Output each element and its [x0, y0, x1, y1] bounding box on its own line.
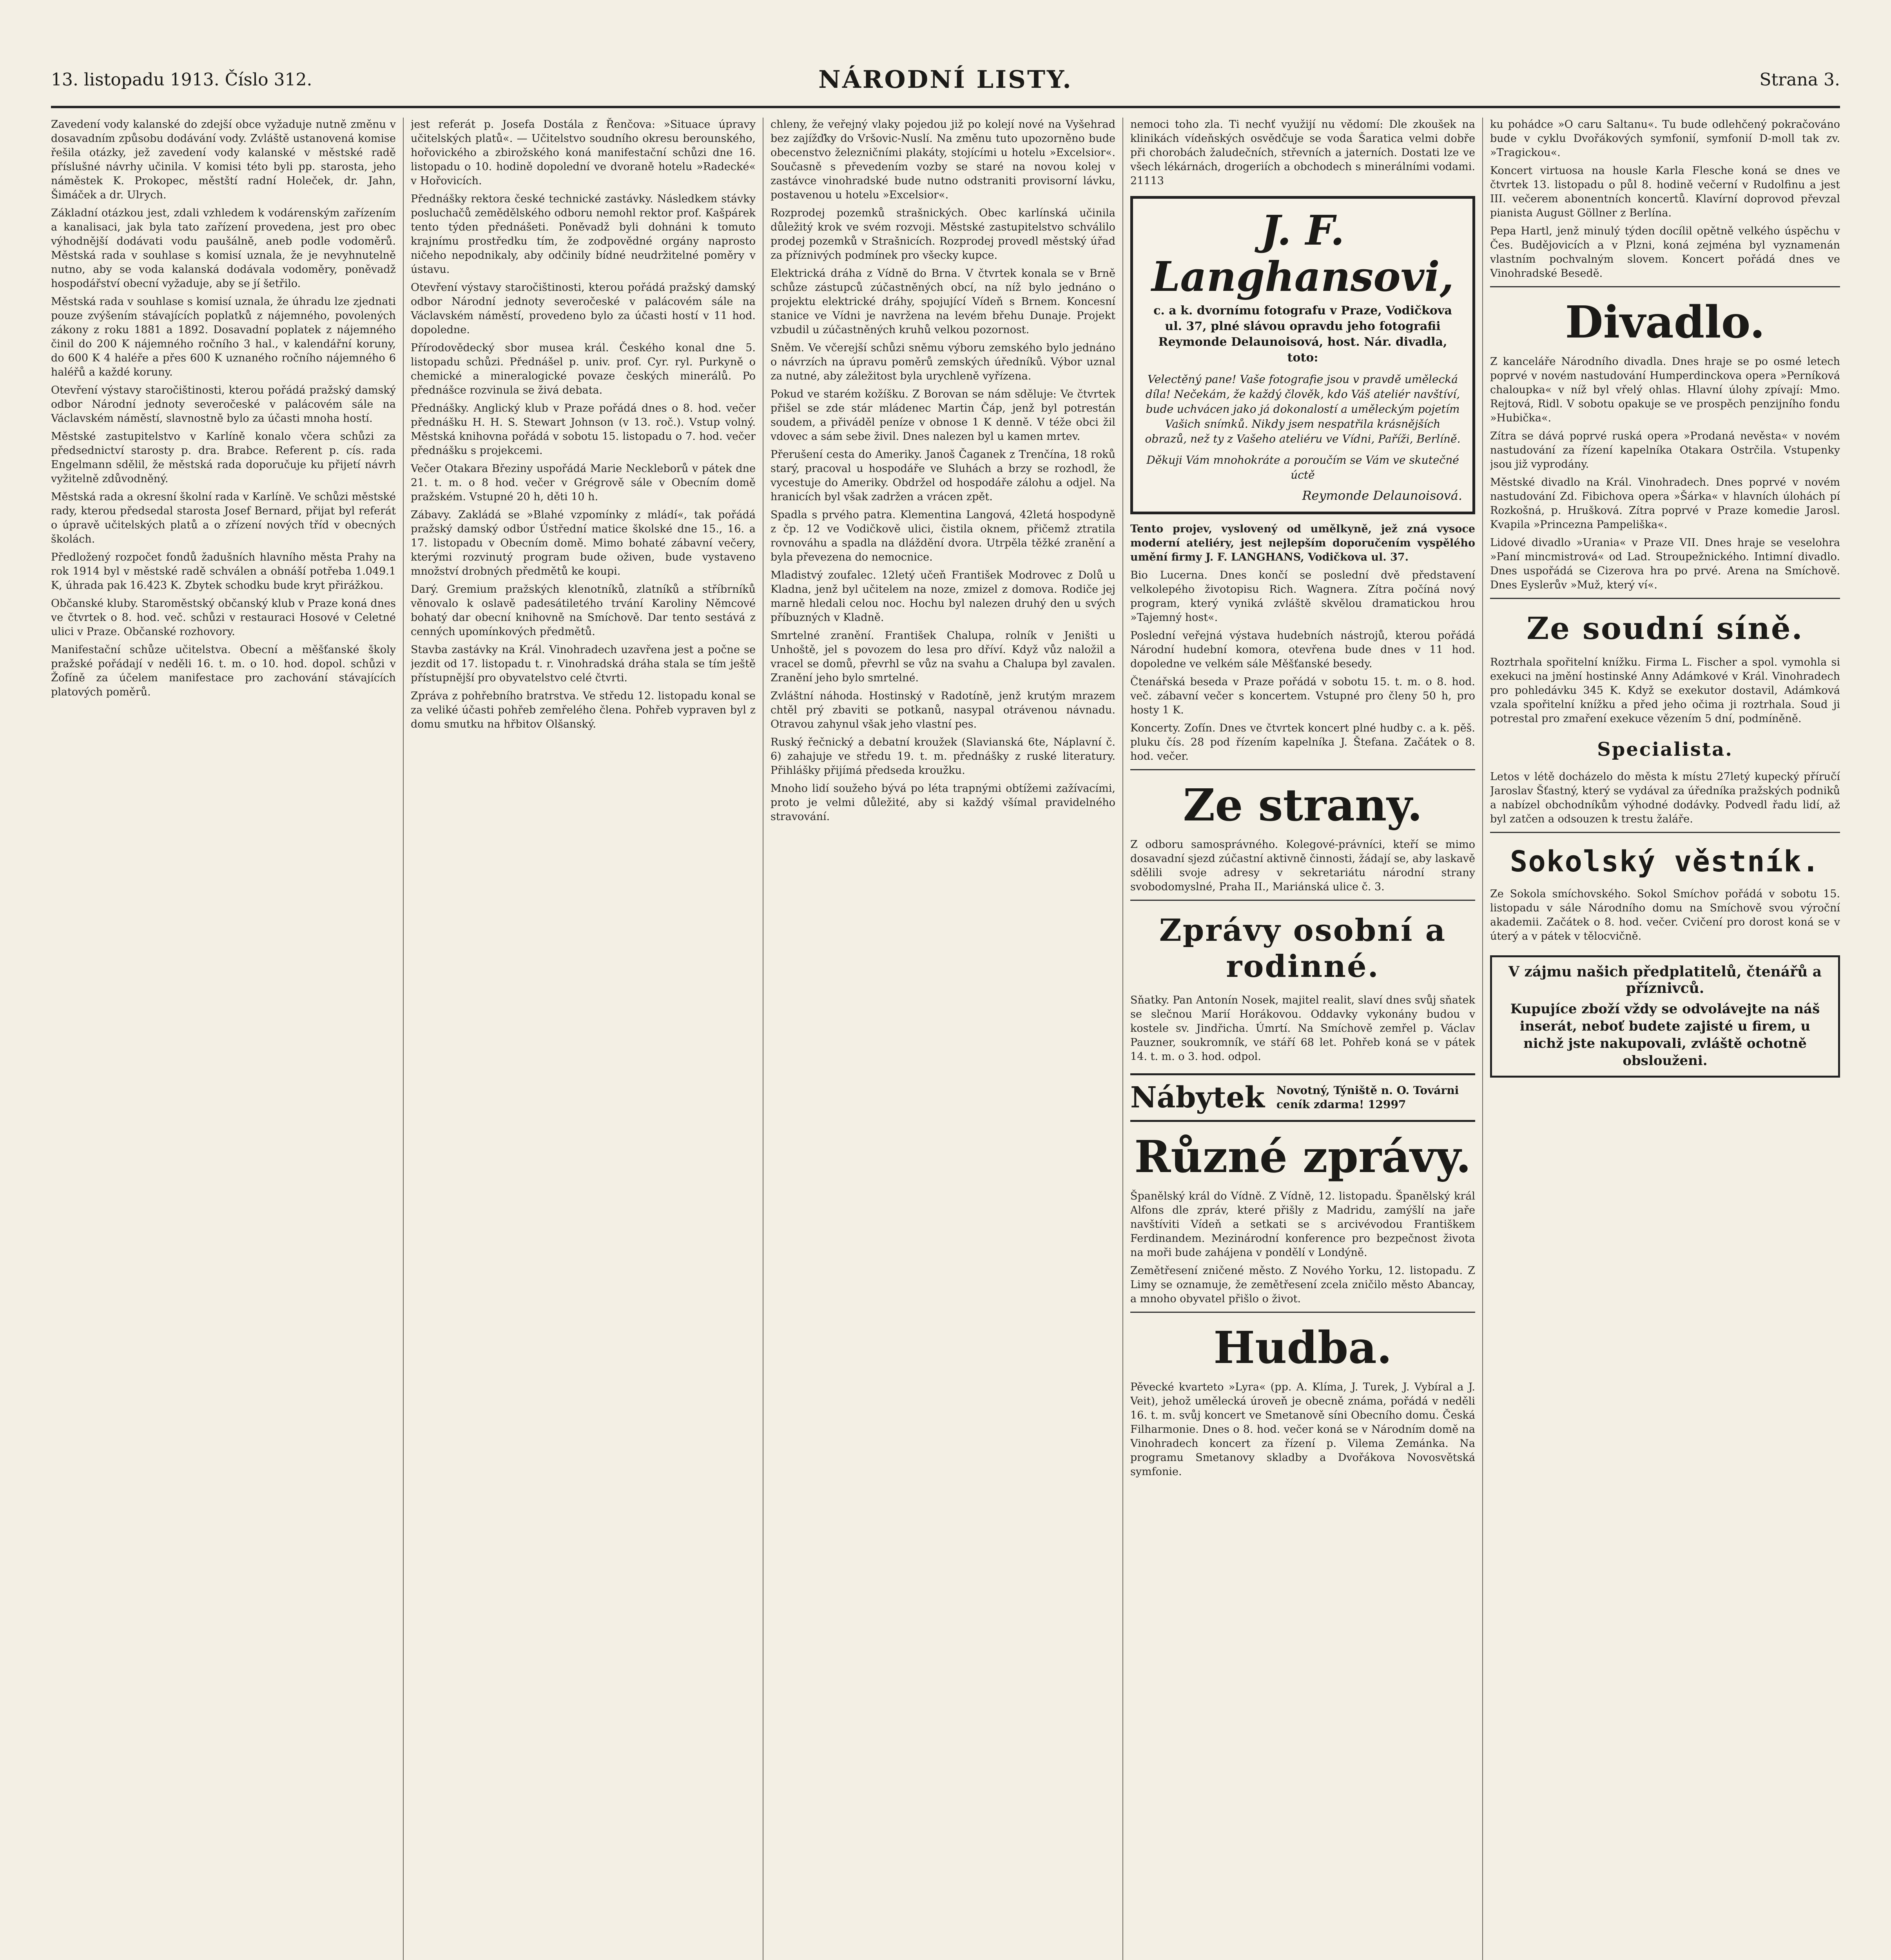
article-paragraph: Roztrhala spořitelní knížku. Firma L. Fischer a spol. vymohla si exekuci na jmění hostinské Anny Adámkové v Král. Vinohradech pro pohledávku 345 K. Když se exekutor dostavil, Adámková vzala spořitelní knížku a před jeho očima ji roztrhala. Soud ji potrestal pro zmaření exekuce vězením 5 dní, podmíněně.: [1490, 656, 1840, 725]
article-paragraph: Zvláštní náhoda. Hostinský v Radotíně, jenž krutým mrazem chtěl prý zbaviti se potkanů, nasypal otrávenou návnadu. Otravou zahynul však jeho vlastní pes.: [771, 690, 1115, 730]
article-paragraph: Městské zastupitelstvo v Karlíně konalo včera schůzi za předsednictví starosty p. dra. Brabce. Referent p. cís. rada Engelmann sdělil, že městská rada doporučuje ku přijetí návrh vyžitelně zdůvodněný.: [51, 430, 396, 485]
article-paragraph: Přednášky. Anglický klub v Praze pořádá dnes o 8. hod. večer přednášku H. H. S. Stewart Johnson (v 13. roč.). Vstup volný. Městská knihovna pořádá v sobotu 15. listopadu o 7. hod. večer přednášku s projekcemi.: [411, 402, 756, 457]
article-paragraph: Smrtelné zranění. František Chalupa, rolník v Jeništi u Unhoště, jel s povozem do lesa pro dříví. Když vůz naložil a vracel se domů, převrhl se vůz na svahu a Chalupa byl zavalen. Zranění jeho bylo smrtelné.: [771, 630, 1115, 684]
article-paragraph: Přírodovědecký sbor musea král. Českého konal dne 5. listopadu schůzi. Přednášel p. univ. prof. Cyr. ryl. Purkyně o chemické a mineralogické povaze českých minerálů. Po přednášce rozvinula se živá debata.: [411, 342, 756, 396]
notice-title: V zájmu našich předplatitelů, čtenářů a příznivců.: [1508, 964, 1822, 996]
section-heading: Hudba.: [1213, 1322, 1392, 1374]
article-paragraph: Pepa Hartl, jenž minulý týden docílil opětně velkého úspěchu v Čes. Budějovicích a v Plzni, koná zejména byl vyznamenán vlastním pochvalným slovem. Koncert pořádá dnes ve Vinohradské Besedě.: [1490, 225, 1840, 279]
column-rule: [1122, 118, 1123, 1960]
article-paragraph: Městská rada a okresní školní rada v Karlíně. Ve schůzi městské rady, kterou předsedal starosta Josef Bernard, přijat byl referát o úpravě učitelských platů a o zřízení nových tříd v obecných školách.: [51, 491, 396, 545]
section-heading: Zprávy osobní a rodinné.: [1159, 913, 1447, 984]
furniture-advertisement: [1130, 1073, 1475, 1122]
section-heading: Specialista.: [1597, 739, 1733, 760]
section-heading: Sokolský věstník.: [1510, 845, 1820, 878]
article-paragraph: chleny, že veřejný vlaky pojedou již po kolejí nové na Vyšehrad bez zajížďky do Vršovic-Nuslí. Na změnu tuto upozorněno bude obecenstvo železničními plakáty, stojícími u hotelu »Excelsior«. Současně s převedením vozby se staré na novou kolej v zastávce vinohradské bude nutno odstraniti provisorní lávku, postavenou u hotelu »Excelsior«.: [771, 118, 1115, 201]
article-paragraph: Zavedení vody kalanské do zdejší obce vyžaduje nutně změnu v dosavadním způsobu dodávání vody. Zvláště ustanovená komise řešila otázky, jež zavedení vody kalanské v městské radě příslušné návrhy učinila. V komisi této byli pp. starosta, jeho náměstek K. Prokopec, městští radní Holeček, dr. Jahn, Šimáček a dr. Ulrych.: [51, 118, 396, 201]
article-paragraph: Z odboru samosprávného. Kolegové-právníci, kteří se mimo dosavadní sjezd zúčastní aktivně činnosti, žádají se, aby laskavě sdělili svoje adresy v sekretariátu národní strany svobodomyslné, Praha II., Mariánská ulice č. 3.: [1130, 838, 1475, 893]
article-paragraph: Koncerty. Zofín. Dnes ve čtvrtek koncert plné hudby c. a k. pěš. pluku čís. 28 pod řízením kapelníka J. Štefana. Začátek o 8. hod. večer.: [1130, 722, 1475, 762]
article-paragraph: Poslední veřejná výstava hudebních nástrojů, kterou pořádá Národní hudební komora, otevřena bude dnes v 11 hod. dopoledne ve velkém sále Měšťanské besedy.: [1130, 630, 1475, 670]
ad-brand: Nábytek: [1130, 1081, 1265, 1114]
column-rule: [403, 118, 404, 1960]
article-paragraph: Sňatky. Pan Antonín Nosek, majitel realit, slaví dnes svůj sňatek se slečnou Marií Horákovou. Oddavky vykonány budou v kostele sv. Jindřicha. Úmrtí. Na Smíchově zemřel p. Václav Pauzner, soukromník, ve stáří 68 let. Pohřeb koná se v pátek 14. t. m. o 3. hod. odpol.: [1130, 994, 1475, 1063]
columns-area: [51, 118, 1840, 1960]
article-paragraph: Španělský král do Vídně. Z Vídně, 12. listopadu. Španělský král Alfons dle zpráv, které přišly z Madridu, zamýšlí na jaře navštíviti Vídeň a setkati se s arcivévodou Františkem Ferdinandem. Mezinárodní konference pro bezpečnost života na moři bude zahájena v pondělí v Londýně.: [1130, 1190, 1475, 1259]
article-paragraph: Spadla s prvého patra. Klementina Langová, 42letá hospodyně z čp. 12 ve Vodičkově ulici, čistila oknem, přičemž ztratila rovnováhu a spadla na dláždění dvora. Utrpěla těžké zranění a byla převezena do nemocnice.: [771, 509, 1115, 563]
subscriber-notice: [1490, 955, 1840, 1078]
ad-brand: J. F. Langhansovi,: [1151, 206, 1454, 301]
article-paragraph: Městská rada v souhlase s komisí uznala, že úhradu lze zjednati pouze zvýšením stávajících poplatků z nájemného, povolených zákony z roku 1881 a 1892. Dosavadní poplatek z nájemného činil do 200 K nájemného ročního 3 hal., v kalendářní koruny, do 600 K 4 haléře a přes 600 K uznaného ročního nájemného 6 haléřů a každé koruny.: [51, 296, 396, 378]
article-paragraph: Koncert virtuosa na housle Karla Flesche koná se dnes ve čtvrtek 13. listopadu o půl 8. hodině večerní v Rudolfinu a jest III. večerem abonentních koncertů. Klavírní doprovod převzal pianista August Göllner z Berlína.: [1490, 165, 1840, 219]
section-divider: [1490, 598, 1840, 599]
article-paragraph: Otevření výstavy staročištinosti, kterou pořádá pražský damský odbor Národní jednoty severočeské v palácovém sále na Václavském náměstí, provedeno bylo za účasti hostí v 11 hod. dopoledne.: [411, 281, 756, 336]
article-paragraph: Zemětřesení zničené město. Z Nového Yorku, 12. listopadu. Z Limy se oznamuje, že zemětřesení zcela zničilo město Abancay, a mnoho obyvatel přišlo o život.: [1130, 1265, 1475, 1305]
column-1: [51, 118, 396, 1960]
article-paragraph: Městské divadlo na Král. Vinohradech. Dnes poprvé v novém nastudování Zd. Fibichova opera »Šárka« v hlavních úlohách pí Rozkošná, p. Hrušková. Zítra poprvé v Praze komedie Jarosl. Kvapila »Princezna Pampeliška«.: [1490, 476, 1840, 531]
article-paragraph: Mnoho lidí soužeho bývá po léta trapnými obtížemi zažívacími, proto je velmi důležité, aby si každý všímal pravidelného stravování.: [771, 782, 1115, 823]
article-paragraph: Základní otázkou jest, zdali vzhledem k vodárenským zařízením a kanalisaci, jak byla tato zařízení provedena, jest pro obec výhodnější dodávati vodu paušálně, aneb podle vodoměrů. Městská rada v souhlase s komisí uznala, že je nevyhnutelně nutno, aby se voda kalanská dodávala vodoměry, poněvadž hospodářství obecní vyžaduje, aby se jí šetřilo.: [51, 207, 396, 290]
langhans-advertisement: [1130, 196, 1475, 514]
article-paragraph: Manifestační schůze učitelstva. Obecní a měšťanské školy pražské pořádají v neděli 16. t. m. o 10. hod. dopol. schůzi v Žofíně za účelem manifestace pro zachování stávajících platových poměrů.: [51, 644, 396, 698]
article-paragraph: Čtenářská beseda v Praze pořádá v sobotu 15. t. m. o 8. hod. več. zábavní večer s koncertem. Vstupné pro členy 50 h, pro hosty 1 K.: [1130, 676, 1475, 716]
article-paragraph: Občanské kluby. Staroměstský občanský klub v Praze koná dnes ve čtvrtek o 8. hod. več. schůzi v restauraci Hosové v Celetné ulici v Praze. Občanské rozhovory.: [51, 597, 396, 638]
article-paragraph: nemoci toho zla. Ti nechť využijí nu vědomí: Dle zkoušek na klinikách vídeňských osvědčuje se voda Šaratica velmi dobře při chorobách žaludečních, střevních a jaterních. Dostati lze ve všech lékárnách, drogeriích a obchodech s minerálními vodami. 21113: [1130, 118, 1475, 187]
article-paragraph: Letos v létě docházelo do města k místu 27letý kupecký příručí Jaroslav Šťastný, který se vydával za úředníka pražských podniků a nabízel obchodníkům výhodné dodávky. Podvedl řadu lidí, až byl zatčen a odsouzen k trestu žaláře.: [1490, 771, 1840, 825]
section-heading: Ze soudní síně.: [1527, 611, 1804, 646]
article-paragraph: Ruský řečnický a debatní kroužek (Slavianská 6te, Náplavní č. 6) zahajuje ve středu 19. t. m. přednášky z ruské literatury. Přihlášky přijímá předseda kroužku.: [771, 736, 1115, 777]
article-paragraph: Večer Otakara Březiny uspořádá Marie Neckleborů v pátek dne 21. t. m. o 8 hod. večer v Grégrově sále v Obecním domě pražském. Vstupné 20 h, děti 10 h.: [411, 463, 756, 503]
article-paragraph: Zpráva z pohřebního bratrstva. Ve středu 12. listopadu konal se za veliké účasti pohřeb zemřelého člena. Pohřeb vypraven byl z domu smutku na hřbitov Olšanský.: [411, 690, 756, 730]
column-4: [1130, 118, 1475, 1960]
section-divider: [1490, 286, 1840, 287]
section-divider: [1130, 769, 1475, 770]
article-paragraph: jest referát p. Josefa Dostála z Řenčova: »Situace úpravy učitelských platů«. — Učitelstvo soudního okresu berounského, hořovického a zbirožského koná manifestační schůzi dne 16. listopadu o 10. hodině dopolední ve dvoraně hotelu »Radecké« v Hořovicích.: [411, 118, 756, 187]
ad-signature: Reymonde Delaunoisová.: [1302, 488, 1462, 503]
section-divider: [1130, 1312, 1475, 1313]
section-divider: [1130, 900, 1475, 901]
section-heading: Ze strany.: [1183, 780, 1423, 831]
article-paragraph: Lidové divadlo »Urania« v Praze VII. Dnes hraje se veselohra »Paní mincmistrová« od Lad. Stroupežnického. Intimní divadlo. Dnes uspořádá se Cizerova hra po prvé. Arena na Smíchově. Dnes Eyslerův »Muž, který ví«.: [1490, 537, 1840, 591]
newspaper-page: [51, 59, 1840, 1960]
article-paragraph: Z kanceláře Národního divadla. Dnes hraje se po osmé letech poprvé v novém nastudování Humperdinckova opera »Perníková chaloupka« v níž byl vřelý ohlas. Hlavní úlohy zpívají: Mmo. Rejtová, Ridl. V sobotu opakuje se ve prospěch penzijního fondu »Hubička«.: [1490, 356, 1840, 424]
article-paragraph: Pokud ve starém kožíšku. Z Borovan se nám sděluje: Ve čtvrtek přišel se zde stár mládenec Martin Čáp, jenž byl potrestán soudem, a přiváděl peníze v obnose 1 K denně. V téže obci žil vdovec a sám sebe živil. Dnes nalezen byl u kamen mrtev.: [771, 388, 1115, 443]
ad-subtitle: c. a k. dvornímu fotografu v Praze, Vodičkova ul. 37, plné slávou opravdu jeho fotografii Reymonde Delaunoisová, host. Nár. divadla, toto:: [1153, 304, 1452, 365]
article-paragraph: Ze Sokola smíchovského. Sokol Smíchov pořádá v sobotu 15. listopadu v sále Národního domu na Smíchově svou výroční akademii. Začátek o 8. hod. večer. Cvičení pro dorost koná se v úterý a v pátek v tělocvičně.: [1490, 888, 1840, 942]
masthead: [51, 59, 1840, 108]
newspaper-title: NÁRODNÍ LISTY.: [818, 65, 1073, 94]
column-2: [411, 118, 756, 1960]
issue-date: 13. listopadu 1913. Číslo 312.: [51, 70, 312, 90]
article-paragraph: Zábavy. Zakládá se »Blahé vzpomínky z mládí«, tak pořádá pražský damský odbor Ústřední matice školské dne 15., 16. a 17. listopadu v Obecním domě. Mimo bohaté zábavní večery, kterými rozvinutý program bude oživen, bude vystaveno množství drobných předmětů ke koupi.: [411, 509, 756, 577]
article-paragraph: Pěvecké kvarteto »Lyra« (pp. A. Klíma, J. Turek, J. Vybíral a J. Veit), jehož umělecká úroveň je obecně známa, pořádá v neděli 16. t. m. svůj koncert ve Smetanově síni Obecního domu. Česká Filharmonie. Dnes o 8. hod. večer koná se v Národním domě na Vinohradech koncert za řízení p. Vilema Zemánka. Na programu Smetanovy skladby a Dvořákova Novosvětská symfonie.: [1130, 1381, 1475, 1478]
ad-text: Novotný, Týniště n. O. Továrni ceník zdarma! 12997: [1276, 1084, 1459, 1111]
article-paragraph: Přerušení cesta do Ameriky. Janoš Čaganek z Trenčína, 18 roků starý, pracoval u hospodáře ve Sluhách a brzy se rozhodl, že vycestuje do Ameriky. Obdržel od hospodáře zálohu a odjel. Na hranicích byl však zadržen a vrácen zpět.: [771, 448, 1115, 503]
column-rule: [1482, 118, 1483, 1960]
article-paragraph: Stavba zastávky na Král. Vinohradech uzavřena jest a počne se jezdit od 17. listopadu t. r. Vinohradská dráha stala se tím ještě přístupnější pro obyvatelstvo celé čtvrti.: [411, 644, 756, 684]
article-paragraph: Předložený rozpočet fondů žadušních hlavního města Prahy na rok 1914 byl v městské radě schválen a obnáší potřeba 1.049.1 K, úhrada pak 16.423 K. Zbytek schodku bude kryt přirážkou.: [51, 551, 396, 592]
section-divider: [1490, 832, 1840, 833]
article-paragraph: Přednášky rektora české technické zastávky. Následkem stávky posluchačů zemědělského odboru nemohl rektor prof. Kašpárek tento týden přednášeti. Poněvadž byli dohnáni k tomuto krajnímu prostředku tím, že zodpovědné orgány naprosto ničeho nepodnikaly, aby odčinily bídné neudržitelné poměry v ústavu.: [411, 193, 756, 276]
article-paragraph: Rozprodej pozemků strašnických. Obec karlínská učinila důležitý krok ve svém rozvoji. Městské zastupitelstvo schválilo prodej pozemků v Strašnicích. Rozprodej provedl městský úřad za příznivých podmínek pro všecky kupce.: [771, 207, 1115, 261]
notice-body: Kupujíce zboží vždy se odvolávejte na náš inserát, neboť budete zajisté u firem, u nichž jste nakupovali, zvláště ochotně obslouženi.: [1510, 1001, 1820, 1069]
column-3: [771, 118, 1115, 1960]
article-paragraph: Zítra se dává poprvé ruská opera »Prodaná nevěsta« v novém nastudování za řízení kapelníka Otakara Ostrčila. Vstupenky jsou již vyprodány.: [1490, 430, 1840, 470]
column-5: [1490, 118, 1840, 1960]
ad-body: Velectěný pane! Vaše fotografie jsou v pravdě umělecká díla! Nečekám, že každý člověk, kdo Váš ateliér navštíví, bude uchvácen jako já dokonalostí a uměleckým pojetím Vašich snímků. Nikdy jsem nespatřila krásnějších obrazů, než ty z Vašeho ateliéru ve Vídni, Paříži, Berlíně.: [1145, 373, 1461, 445]
ad-thanks: Děkuji Vám mnohokráte a poroučím se Vám ve skutečné úctě: [1146, 454, 1459, 481]
page-number: Strana 3.: [1759, 70, 1840, 90]
article-paragraph: Sněm. Ve včerejší schůzi sněmu výboru zemského bylo jednáno o návrzích na úpravu poměrů zemských úředníků. Výbor uznal za nutné, aby záležitost byla urychleně vyřízena.: [771, 342, 1115, 382]
article-paragraph: ku pohádce »O caru Saltanu«. Tu bude odlehčený pokračováno bude v cyklu Dvořákových symfonií, symfonií D-moll tak zv. »Tragickou«.: [1490, 118, 1840, 159]
section-heading: Divadlo.: [1565, 297, 1765, 348]
article-paragraph: Darý. Gremium pražských klenotníků, zlatníků a stříbrníků věnovalo k oslavě padesátiletého trvání Karoliny Němcové bohatý dar obecní knihovně na Smíchově. Dar tento sestává z cenných upomínkových předmětů.: [411, 583, 756, 638]
section-heading: Různé zprávy.: [1134, 1131, 1471, 1183]
article-paragraph: Bio Lucerna. Dnes končí se poslední dvě představení velkolepého životopisu Rich. Wagnera. Zítra počíná nový program, který vyniká zvláště skvělou dramatickou hrou »Tajemný host«.: [1130, 569, 1475, 624]
article-paragraph: Elektrická dráha z Vídně do Brna. V čtvrtek konala se v Brně schůze zástupců zúčastněných obcí, na níž bylo jednáno o projektu elektrické dráhy, spojující Vídeň s Brnem. Koncesní stanice ve Vídni je navržena na levém břehu Dunaje. Projekt vzbudil u zúčastněných kruhů velkou pozornost.: [771, 267, 1115, 336]
article-paragraph: Tento projev, vyslovený od umělkyně, jež zná vysoce moderní ateliéry, jest nejlepším doporučením vyspělého umění firmy J. F. LANGHANS, Vodičkova ul. 37.: [1130, 523, 1475, 563]
article-paragraph: Otevření výstavy staročištinosti, kterou pořádá pražský damský odbor Národní jednoty severočeské v palácovém sále na Václavském náměstí, slavnostně bylo za účasti mnoha hostí.: [51, 384, 396, 425]
article-paragraph: Mladistvý zoufalec. 12letý učeň František Modrovec z Dolů u Kladna, jenž byl učitelem na noze, zmizel z domova. Rodiče jej marně hledali celou noc. Hochu byl nalezen druhý den u svých příbuzných v Kladně.: [771, 569, 1115, 624]
